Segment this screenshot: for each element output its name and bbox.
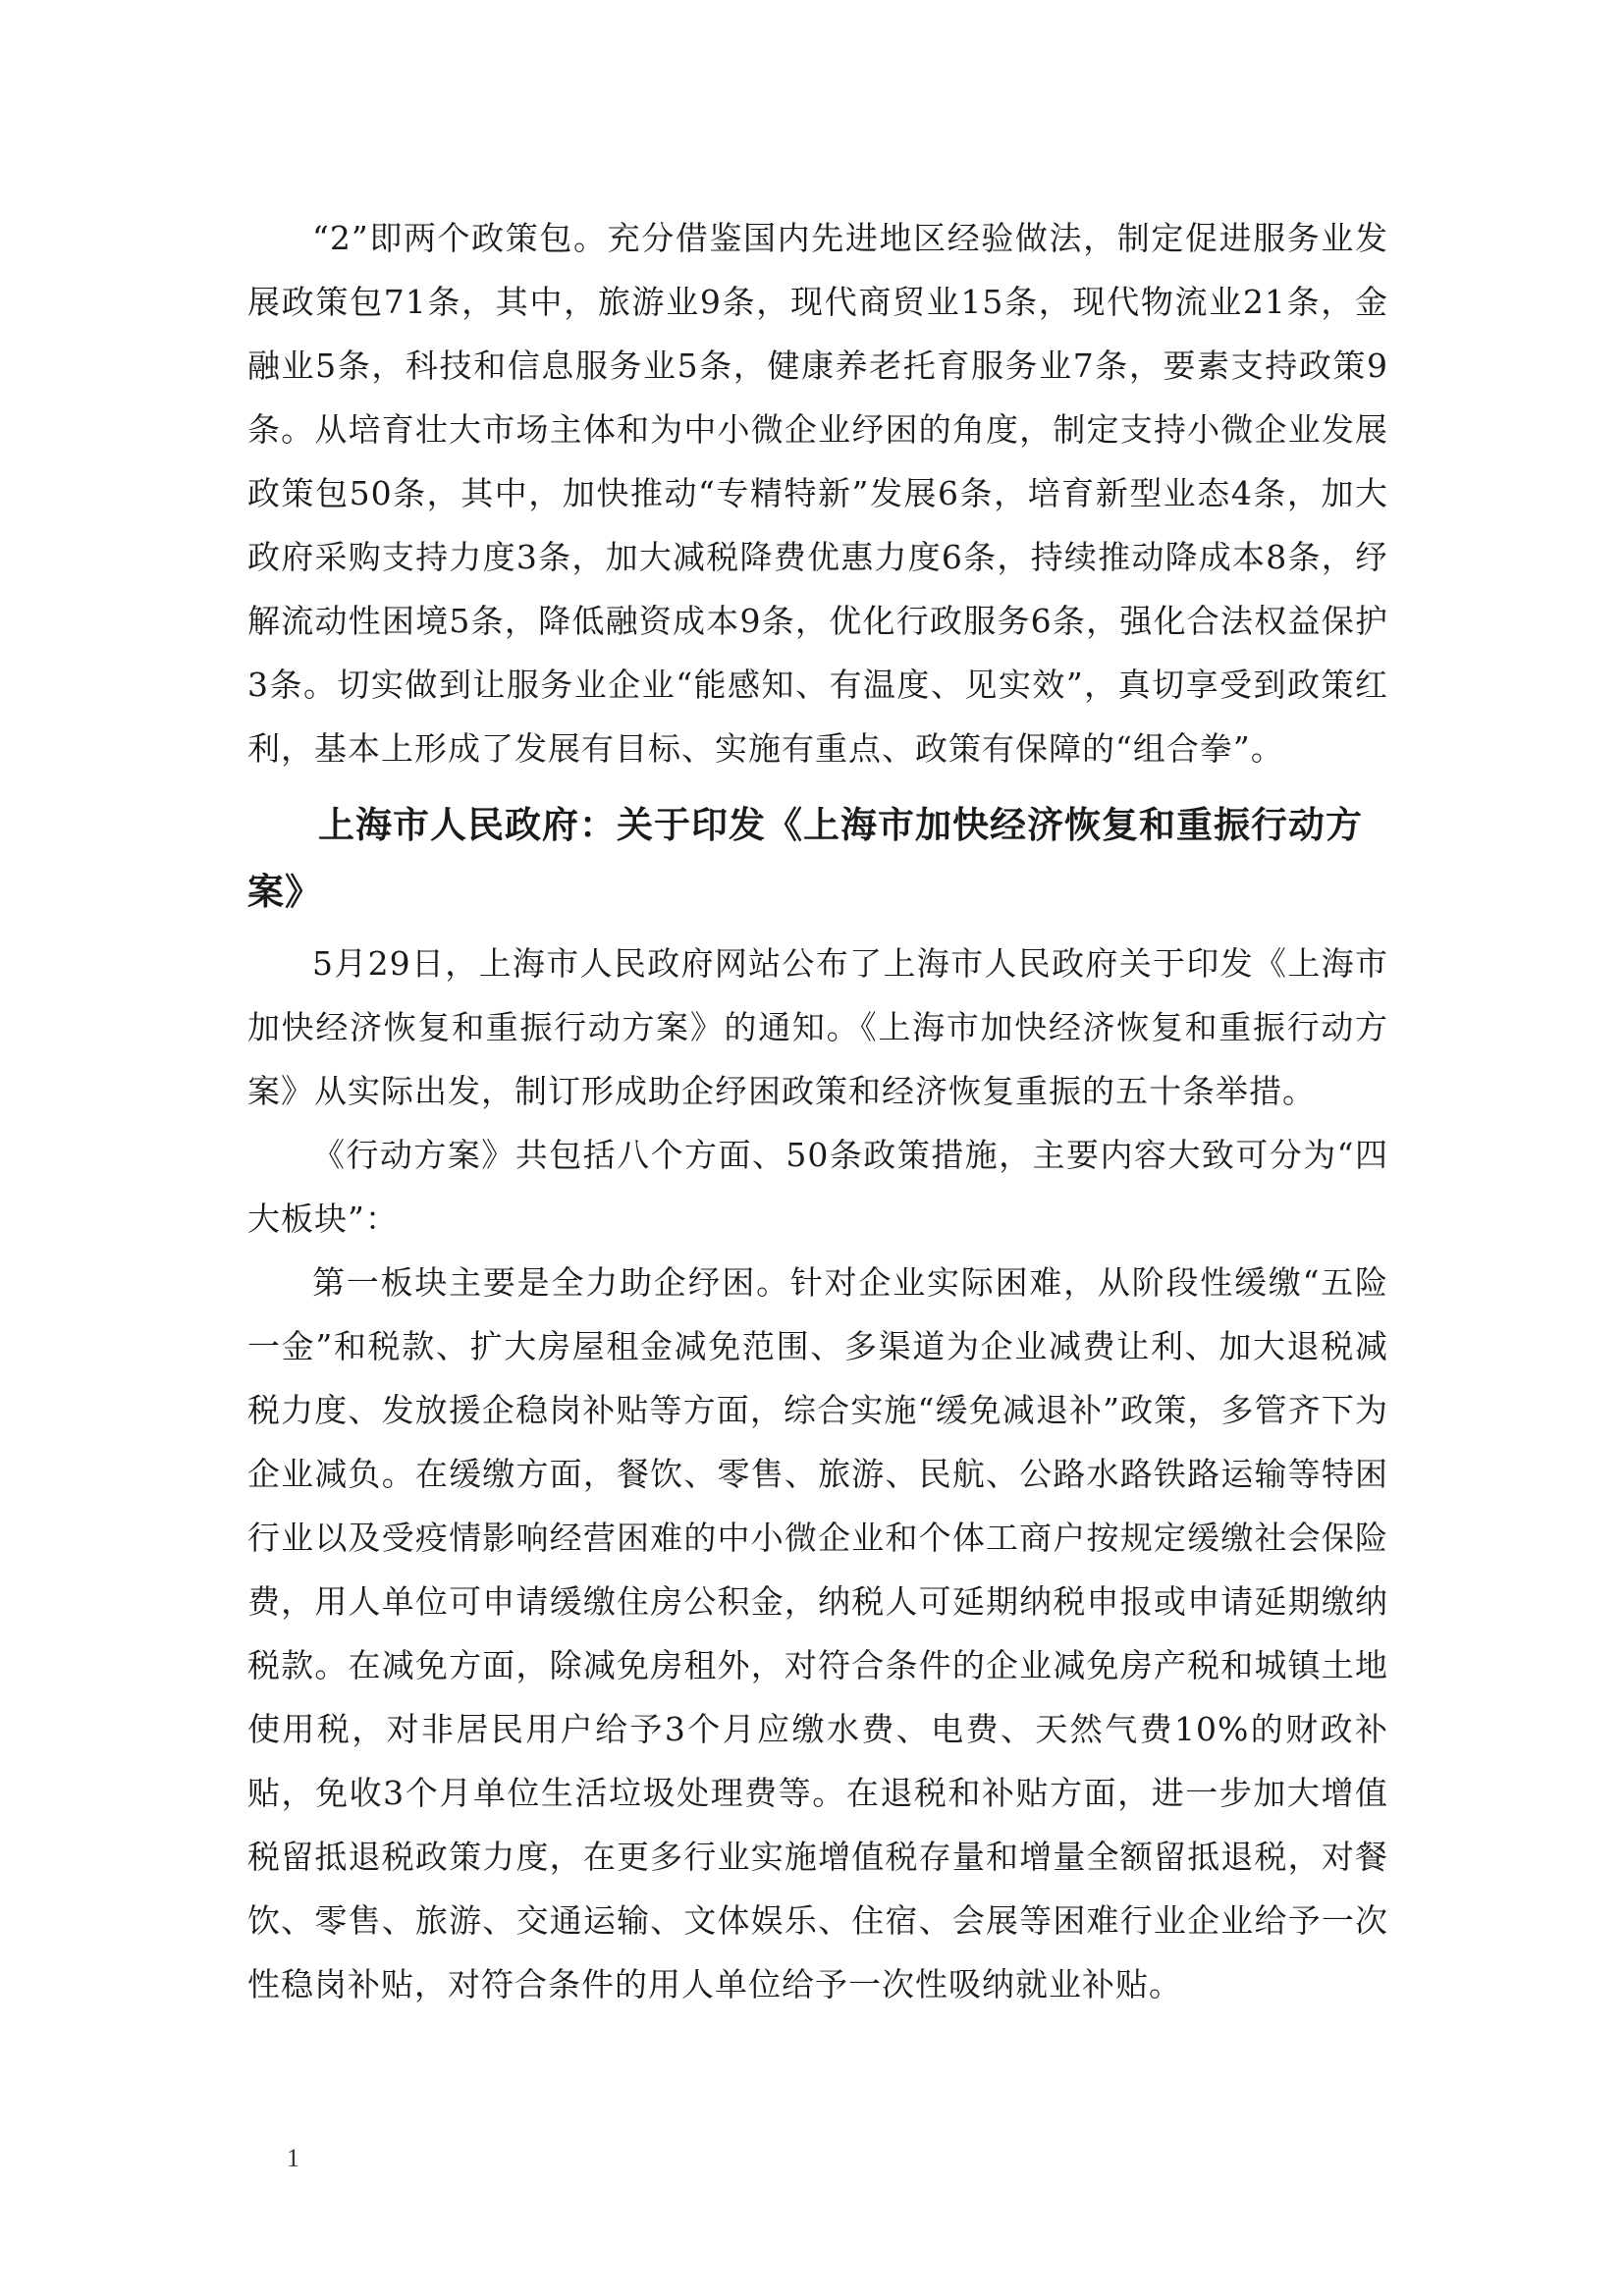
paragraph-first-block: 第一板块主要是全力助企纾困。针对企业实际困难，从阶段性缓缴“五险一金”和税款、扩大房屋租金减免范围、多渠道为企业减费让利、加大退税减税力度、发放援企稳岗补贴等方面，综合实施“缓免减退补”政策，多管齐下为企业减负。在缓缴方面，餐饮、零售、旅游、民航、公路水路铁路运输等特困行业以及受疫情影响经营困难的中小微企业和个体工商户按规定缓缴社会保险费，用人单位可申请缓缴住房公积金，纳税人可延期纳税申报或申请延期缴纳税款。在减免方面，除减免房租外，对符合条件的企业减免房产税和城镇土地使用税，对非居民用户给予3个月应缴水费、电费、天然气费10%的财政补贴，免收3个月单位生活垃圾处理费等。在退税和补贴方面，进一步加大增值税留抵退税政策力度，在更多行业实施增值税存量和增量全额留抵退税，对餐饮、零售、旅游、交通运输、文体娱乐、住宿、会展等困难行业企业给予一次性稳岗补贴，对符合条件的用人单位给予一次性吸纳就业补贴。 [247, 1263, 1388, 2003]
paragraph-policy-packages: “2”即两个政策包。充分借鉴国内先进地区经验做法，制定促进服务业发展政策包71条，其中，旅游业9条，现代商贸业15条，现代物流业21条，金融业5条，科技和信息服务业5条，健康养老托育服务业7条，要素支持政策9条。从培育壮大市场主体和为中小微企业纾困的角度，制定支持小微企业发展政策包50条，其中，加快推动“专精特新”发展6条，培育新型业态4条，加大政府采购支持力度3条，加大减税降费优惠力度6条，持续推动降成本8条，纾解流动性困境5条，降低融资成本9条，优化行政服务6条，强化合法权益保护3条。切实做到让服务业企业“能感知、有温度、见实效”，真切享受到政策红利，基本上形成了发展有目标、实施有重点、政策有保障的“组合拳”。 [247, 219, 1388, 768]
section-heading: 上海市人民政府：关于印发《上海市加快经济恢复和重振行动方案》 [247, 804, 1363, 913]
page-number: 1 [287, 2144, 299, 2172]
document-page [247, 206, 1388, 2016]
paragraph-announcement: 5月29日，上海市人民政府网站公布了上海市人民政府关于印发《上海市加快经济恢复和重振行动方案》的通知。《上海市加快经济恢复和重振行动方案》从实际出发，制订形成助企纾困政策和经济恢复重振的五十条举措。 [247, 944, 1388, 1110]
paragraph-action-plan-overview: 《行动方案》共包括八个方面、50条政策措施，主要内容大致可分为“四大板块”： [247, 1136, 1388, 1238]
